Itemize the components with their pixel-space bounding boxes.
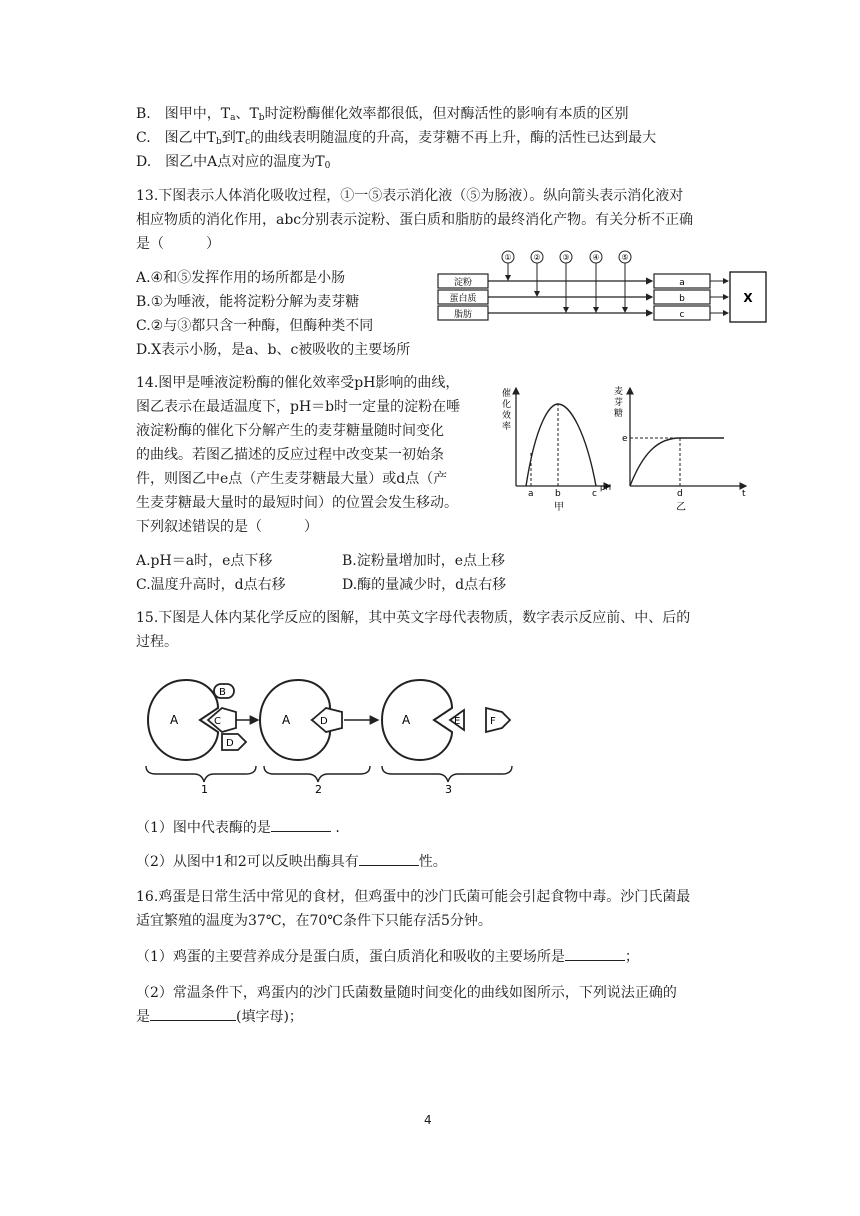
- x-label-ph: pH: [600, 483, 612, 492]
- point-d: d: [677, 489, 683, 499]
- y-label-char: 芽: [614, 398, 624, 408]
- label-a: A: [170, 713, 179, 727]
- q12-option-c: C. 图乙中$T_b$到$T_c$的曲线表明随温度的升高，麦芽糖不再上升，酶的活性已达到最大: [136, 130, 657, 147]
- substance-label: 淀粉: [453, 278, 473, 288]
- y-label-char: 糖: [614, 409, 624, 419]
- graph-name-jia: 甲: [554, 502, 564, 513]
- q15-stem-line: 过程。: [136, 634, 178, 650]
- q12-option-b: B. 图甲中，$T_a$、$T_b$时淀粉酶催化效率都很低，但对酶活性的影响有本质的区别: [136, 106, 629, 123]
- product-label: a: [679, 278, 685, 288]
- brace-1: [146, 766, 256, 782]
- brace-2: [264, 766, 370, 782]
- point-e: e: [622, 434, 628, 444]
- svg-text:④: ④: [592, 253, 600, 262]
- q14-option-c: C.温度升高时，d点右移: [136, 577, 286, 593]
- y-label-char: 率: [502, 422, 512, 432]
- svg-text:②: ②: [533, 253, 541, 262]
- q16-sub2-line2: 是 (填字母)；: [136, 1009, 303, 1025]
- q14-stem-line: 图乙表示在最适温度下，pH＝b时一定量的淀粉在唾: [136, 399, 461, 415]
- stage-number: 3: [445, 783, 452, 796]
- product-label: b: [679, 294, 685, 304]
- q13-option-b: B.①为唾液，能将淀粉分解为麦芽糖: [136, 294, 360, 310]
- q14-stem-line: 14.图甲是唾液淀粉酶的催化效率受pH影响的曲线，: [136, 375, 460, 391]
- q13-option-c: C.②与③都只含一种酶，但酶种类不同: [136, 318, 374, 334]
- stage-number: 2: [315, 783, 322, 796]
- y-label-char: 化: [502, 400, 512, 410]
- stage-2: [260, 680, 378, 760]
- q16-stem-line: 16.鸡蛋是日常生活中常见的食材，但鸡蛋中的沙门氏菌可能会引起食物中毒。沙门氏菌最: [136, 889, 691, 905]
- label-e: E: [454, 716, 461, 727]
- q15-sub2: （2）从图中1和2可以反映出酶具有 性。: [136, 854, 447, 870]
- q14-stem-line: 液淀粉酶的催化下分解产生的麦芽糖量随时间变化: [136, 423, 444, 439]
- tick-c: c: [592, 489, 597, 499]
- q15-stem-line: 15.下图是人体内某化学反应的图解，其中英文字母代表物质，数字表示反应前、中、后的: [136, 610, 691, 626]
- brace-3: [382, 766, 512, 782]
- svg-text:⑤: ⑤: [621, 253, 629, 262]
- q14-stem-line: 下列叙述错误的是（ ）: [136, 519, 318, 535]
- q14-option-d: D.酶的量减少时，d点右移: [342, 577, 507, 593]
- graph-jia: [502, 387, 611, 513]
- q13-stem-line: 13.下图表示人体消化吸收过程，①一⑤表示消化液（⑤为肠液）。纵向箭头表示消化液对: [136, 188, 684, 204]
- svg-text:①: ①: [504, 253, 512, 262]
- stage-1: [148, 680, 258, 760]
- juice-2: [531, 251, 543, 296]
- label-d: D: [226, 738, 234, 749]
- product-label: c: [679, 310, 685, 320]
- y-label-char: 催: [502, 389, 512, 399]
- graph-name-yi: 乙: [676, 502, 686, 513]
- q14-stem-line: 的曲线。若图乙描述的反应过程中改变某一初始条: [136, 447, 444, 463]
- enzyme-reaction-diagram: [138, 672, 534, 796]
- q13-stem-line: 是（ ）: [136, 236, 220, 252]
- q16-sub2-line1: （2）常温条件下，鸡蛋内的沙门氏菌数量随时间变化的曲线如图所示，下列说法正确的: [136, 985, 677, 1001]
- q14-graphs: [494, 382, 754, 518]
- tick-b: b: [555, 489, 561, 499]
- stage-number: 1: [201, 783, 208, 796]
- q13-option-a: A.④和⑤发挥作用的场所都是小肠: [136, 270, 346, 286]
- label-b: B: [219, 687, 226, 698]
- q13-stem-line: 相应物质的消化作用，abc分别表示淀粉、蛋白质和脂肪的最终消化产物。有关分析不正确: [136, 212, 694, 228]
- svg-text:③: ③: [562, 253, 570, 262]
- y-label-char: 麦: [614, 387, 624, 397]
- q14-stem-line: 生麦芽糖最大量时的最短时间）的位置会发生移动。: [136, 495, 458, 511]
- organ-label: X: [743, 291, 753, 305]
- digestion-diagram: [434, 250, 770, 332]
- graph-yi: [614, 385, 746, 513]
- answer-blank[interactable]: [271, 831, 331, 832]
- y-label-char: 效: [502, 411, 512, 421]
- q16-sub1: （1）鸡蛋的主要营养成分是蛋白质，蛋白质消化和吸收的主要场所是 ；: [136, 949, 639, 965]
- answer-blank[interactable]: [359, 865, 419, 866]
- q14-option-b: B.淀粉量增加时，e点上移: [342, 553, 506, 569]
- label-a: A: [402, 713, 411, 727]
- maltose-curve: [630, 438, 724, 486]
- label-c: C: [214, 716, 221, 727]
- answer-blank[interactable]: [150, 1020, 236, 1021]
- tick-a: a: [528, 489, 534, 499]
- enzyme-a-shape: [382, 680, 452, 760]
- page-number: 4: [424, 1113, 432, 1127]
- juice-1: [502, 251, 514, 280]
- q16-stem-line: 适宜繁殖的温度为37℃，在70℃条件下只能存活5分钟。: [136, 913, 492, 929]
- x-label-t: t: [742, 489, 746, 499]
- substance-label: 蛋白质: [449, 294, 477, 304]
- substance-label: 脂肪: [453, 310, 473, 320]
- q13-option-d: D.X表示小肠，是a、b、c被吸收的主要场所: [136, 342, 411, 358]
- stage-3: [382, 680, 510, 760]
- label-d: D: [320, 716, 328, 727]
- label-a: A: [282, 713, 291, 727]
- q14-option-a: A.pH＝a时，e点下移: [136, 553, 273, 569]
- label-f: F: [490, 716, 496, 727]
- q12-option-d: D. 图乙中A点对应的温度为$T_0$: [136, 154, 331, 171]
- enzyme-ph-curve: [526, 404, 596, 486]
- q15-sub1: （1）图中代表酶的是 .: [136, 820, 340, 836]
- q14-stem-line: 件，则图乙中e点（产生麦芽糖最大量）或d点（产: [136, 471, 448, 487]
- answer-blank[interactable]: [565, 960, 625, 961]
